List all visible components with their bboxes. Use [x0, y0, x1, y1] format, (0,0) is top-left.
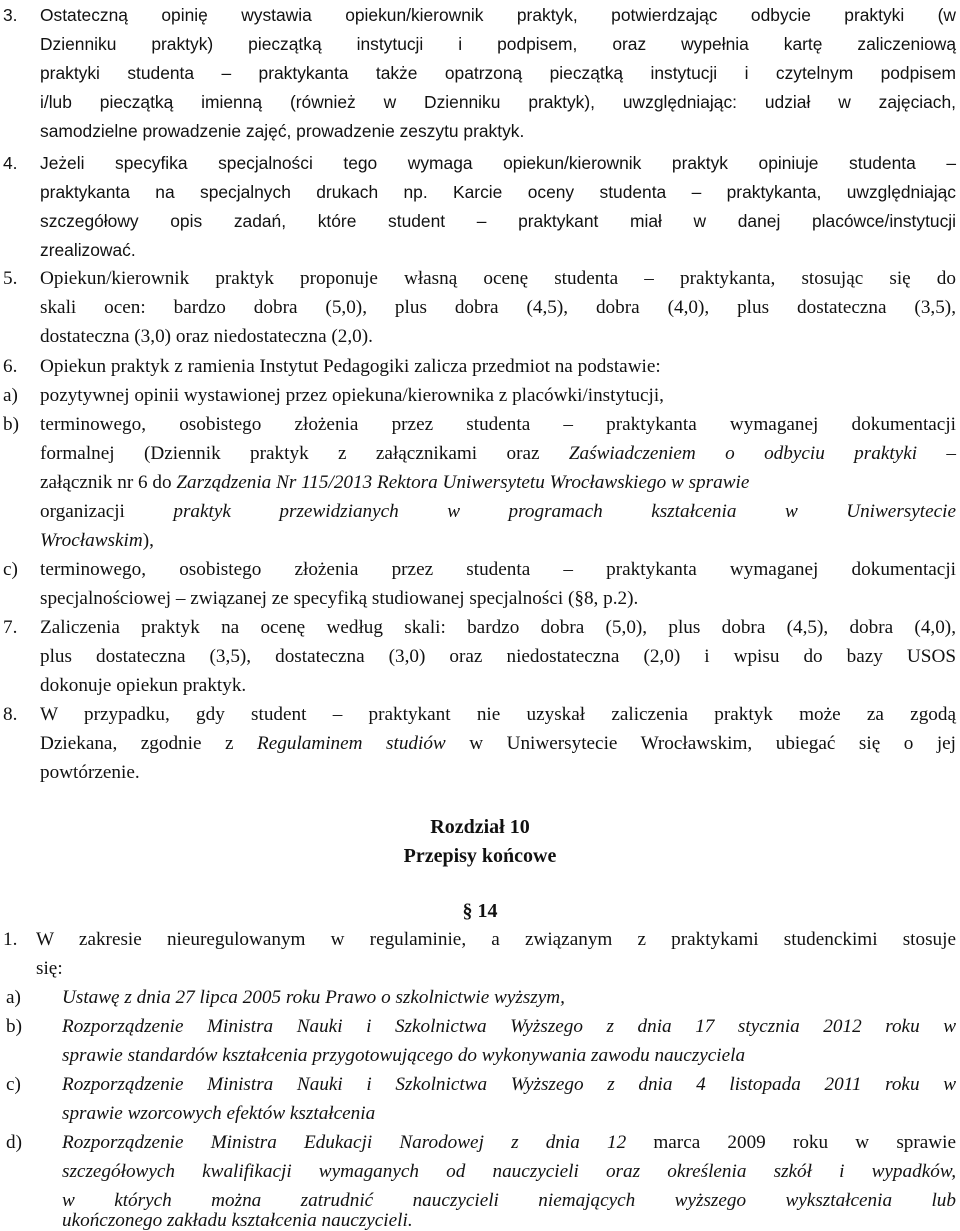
- p6-item-b-line-2: formalnej (Dziennik praktyk z załącznikami oraz Zaświadczeniem o odbyciu praktyki –: [40, 443, 957, 464]
- final-letter-d: d): [6, 1132, 22, 1153]
- p7-line-2: plus dostateczna (3,5), dostateczna (3,0) oraz niedostateczna (2,0) i wpisu do bazy USOS: [40, 646, 956, 667]
- p4-line-1: Jeżeli specyfika specjalności tego wymaga opiekun/kierownik praktyk opiniuje studenta –: [40, 153, 956, 173]
- p5-line-2: skali ocen: bardzo dobra (5,0), plus dobra (4,5), dobra (4,0), plus dostateczna (3,5),: [40, 297, 956, 318]
- final-number: 1.: [3, 929, 18, 950]
- final-line-2: się:: [36, 958, 63, 979]
- p6-intro: Opiekun praktyk z ramienia Instytut Pedagogiki zalicza przedmiot na podstawie:: [40, 356, 661, 377]
- final-item-d-line-2: szczegółowych kwalifikacji wymaganych od nauczycieli oraz określenia szkół i wypadków,: [62, 1161, 956, 1182]
- final-item-b-line-1: Rozporządzenie Ministra Nauki i Szkolnictwa Wyższego z dnia 17 stycznia 2012 roku w: [62, 1016, 956, 1037]
- final-item-b-line-2: sprawie standardów kształcenia przygotowującego do wykonywania zawodu nauczyciela: [62, 1045, 746, 1066]
- final-letter-c: c): [6, 1074, 21, 1095]
- p6-letter-a: a): [3, 385, 18, 406]
- p7-line-3: dokonuje opiekun praktyk.: [40, 675, 247, 696]
- p6-letter-b: b): [3, 414, 19, 435]
- p3-line-3: praktyki studenta – praktykanta także opatrzoną pieczątką instytucji i czytelnym podpisem: [40, 63, 956, 83]
- p5-line-3: dostateczna (3,0) oraz niedostateczna (2,0).: [40, 326, 373, 347]
- p5-line-1: Opiekun/kierownik praktyk proponuje własną ocenę studenta – praktykanta, stosując się do: [40, 268, 956, 289]
- final-item-c-line-1: Rozporządzenie Ministra Nauki i Szkolnictwa Wyższego z dnia 4 listopada 2011 roku w: [62, 1074, 956, 1095]
- p6-item-a: pozytywnej opinii wystawionej przez opiekuna/kierownika z placówki/instytucji,: [40, 385, 664, 406]
- paragraph-sign: § 14: [462, 900, 498, 922]
- p3-number: 3.: [3, 5, 18, 25]
- p3-line-4: i/lub pieczątką imienną (również w Dzienniku praktyk), uwzględniając: udział w zajęciach,: [40, 92, 956, 112]
- p6-item-b-line-4: organizacji praktyk przewidzianych w programach kształcenia w Uniwersytecie: [40, 501, 956, 522]
- chapter-title: Rozdział 10: [430, 816, 530, 838]
- p3-line-2: Dzienniku praktyk) pieczątką instytucji i podpisem, oraz wypełnia kartę zaliczeniową: [40, 34, 956, 54]
- p7-line-1: Zaliczenia praktyk na ocenę według skali: bardzo dobra (5,0), plus dobra (4,5), dobra (4,0),: [40, 617, 956, 638]
- final-item-d-line-4: ukończonego zakładu kształcenia nauczycieli.: [62, 1210, 413, 1231]
- final-item-d-line-1: Rozporządzenie Ministra Edukacji Narodowej z dnia 12 marca 2009 roku w sprawie: [62, 1132, 956, 1153]
- p8-line-1: W przypadku, gdy student – praktykant nie uzyskał zaliczenia praktyk może za zgodą: [40, 704, 956, 725]
- p7-number: 7.: [3, 617, 18, 638]
- p3-line-5: samodzielne prowadzenie zajęć, prowadzenie zeszytu praktyk.: [40, 121, 525, 141]
- p4-line-2: praktykanta na specjalnych drukach np. Karcie oceny studenta – praktykanta, uwzględniając: [40, 182, 956, 202]
- p6-item-b-line-1: terminowego, osobistego złożenia przez studenta – praktykanta wymaganej dokumentacji: [40, 414, 956, 435]
- p6-letter-c: c): [3, 559, 18, 580]
- p6-item-c-line-1: terminowego, osobistego złożenia przez studenta – praktykanta wymaganej dokumentacji: [40, 559, 956, 580]
- chapter-subtitle: Przepisy końcowe: [403, 845, 557, 867]
- final-line-1: W zakresie nieuregulowanym w regulaminie, a związanym z praktykami studenckimi stosuje: [36, 929, 956, 950]
- p6-item-b-line-3: załącznik nr 6 do Zarządzenia Nr 115/2013 Rektora Uniwersytetu Wrocławskiego w sprawie: [40, 472, 750, 493]
- final-letter-b: b): [6, 1016, 22, 1037]
- p4-line-4: zrealizować.: [40, 240, 136, 260]
- p4-line-3: szczegółowy opis zadań, które student – praktykant miał w danej placówce/instytucji: [40, 211, 956, 231]
- final-item-a: Ustawę z dnia 27 lipca 2005 roku Prawo o szkolnictwie wyższym,: [62, 987, 565, 1008]
- final-letter-a: a): [6, 987, 21, 1008]
- p6-item-b-line-5: Wrocławskim),: [40, 530, 154, 551]
- p4-number: 4.: [3, 153, 18, 173]
- p6-number: 6.: [3, 356, 18, 377]
- p6-item-c-line-2: specjalnościowej – związanej ze specyfiką studiowanej specjalności (§8, p.2).: [40, 588, 639, 609]
- final-item-c-line-2: sprawie wzorcowych efektów kształcenia: [62, 1103, 376, 1124]
- p8-number: 8.: [3, 704, 18, 725]
- final-item-d-line-3: w których można zatrudnić nauczycieli niemających wyższego wykształcenia lub: [62, 1190, 956, 1211]
- p3-line-1: Ostateczną opinię wystawia opiekun/kierownik praktyk, potwierdzając odbycie praktyki (w: [40, 5, 956, 25]
- p8-line-2: Dziekana, zgodnie z Regulaminem studiów w Uniwersytecie Wrocławskim, ubiegać się o jej: [40, 733, 956, 754]
- p5-number: 5.: [3, 268, 18, 289]
- p8-line-3: powtórzenie.: [40, 762, 140, 783]
